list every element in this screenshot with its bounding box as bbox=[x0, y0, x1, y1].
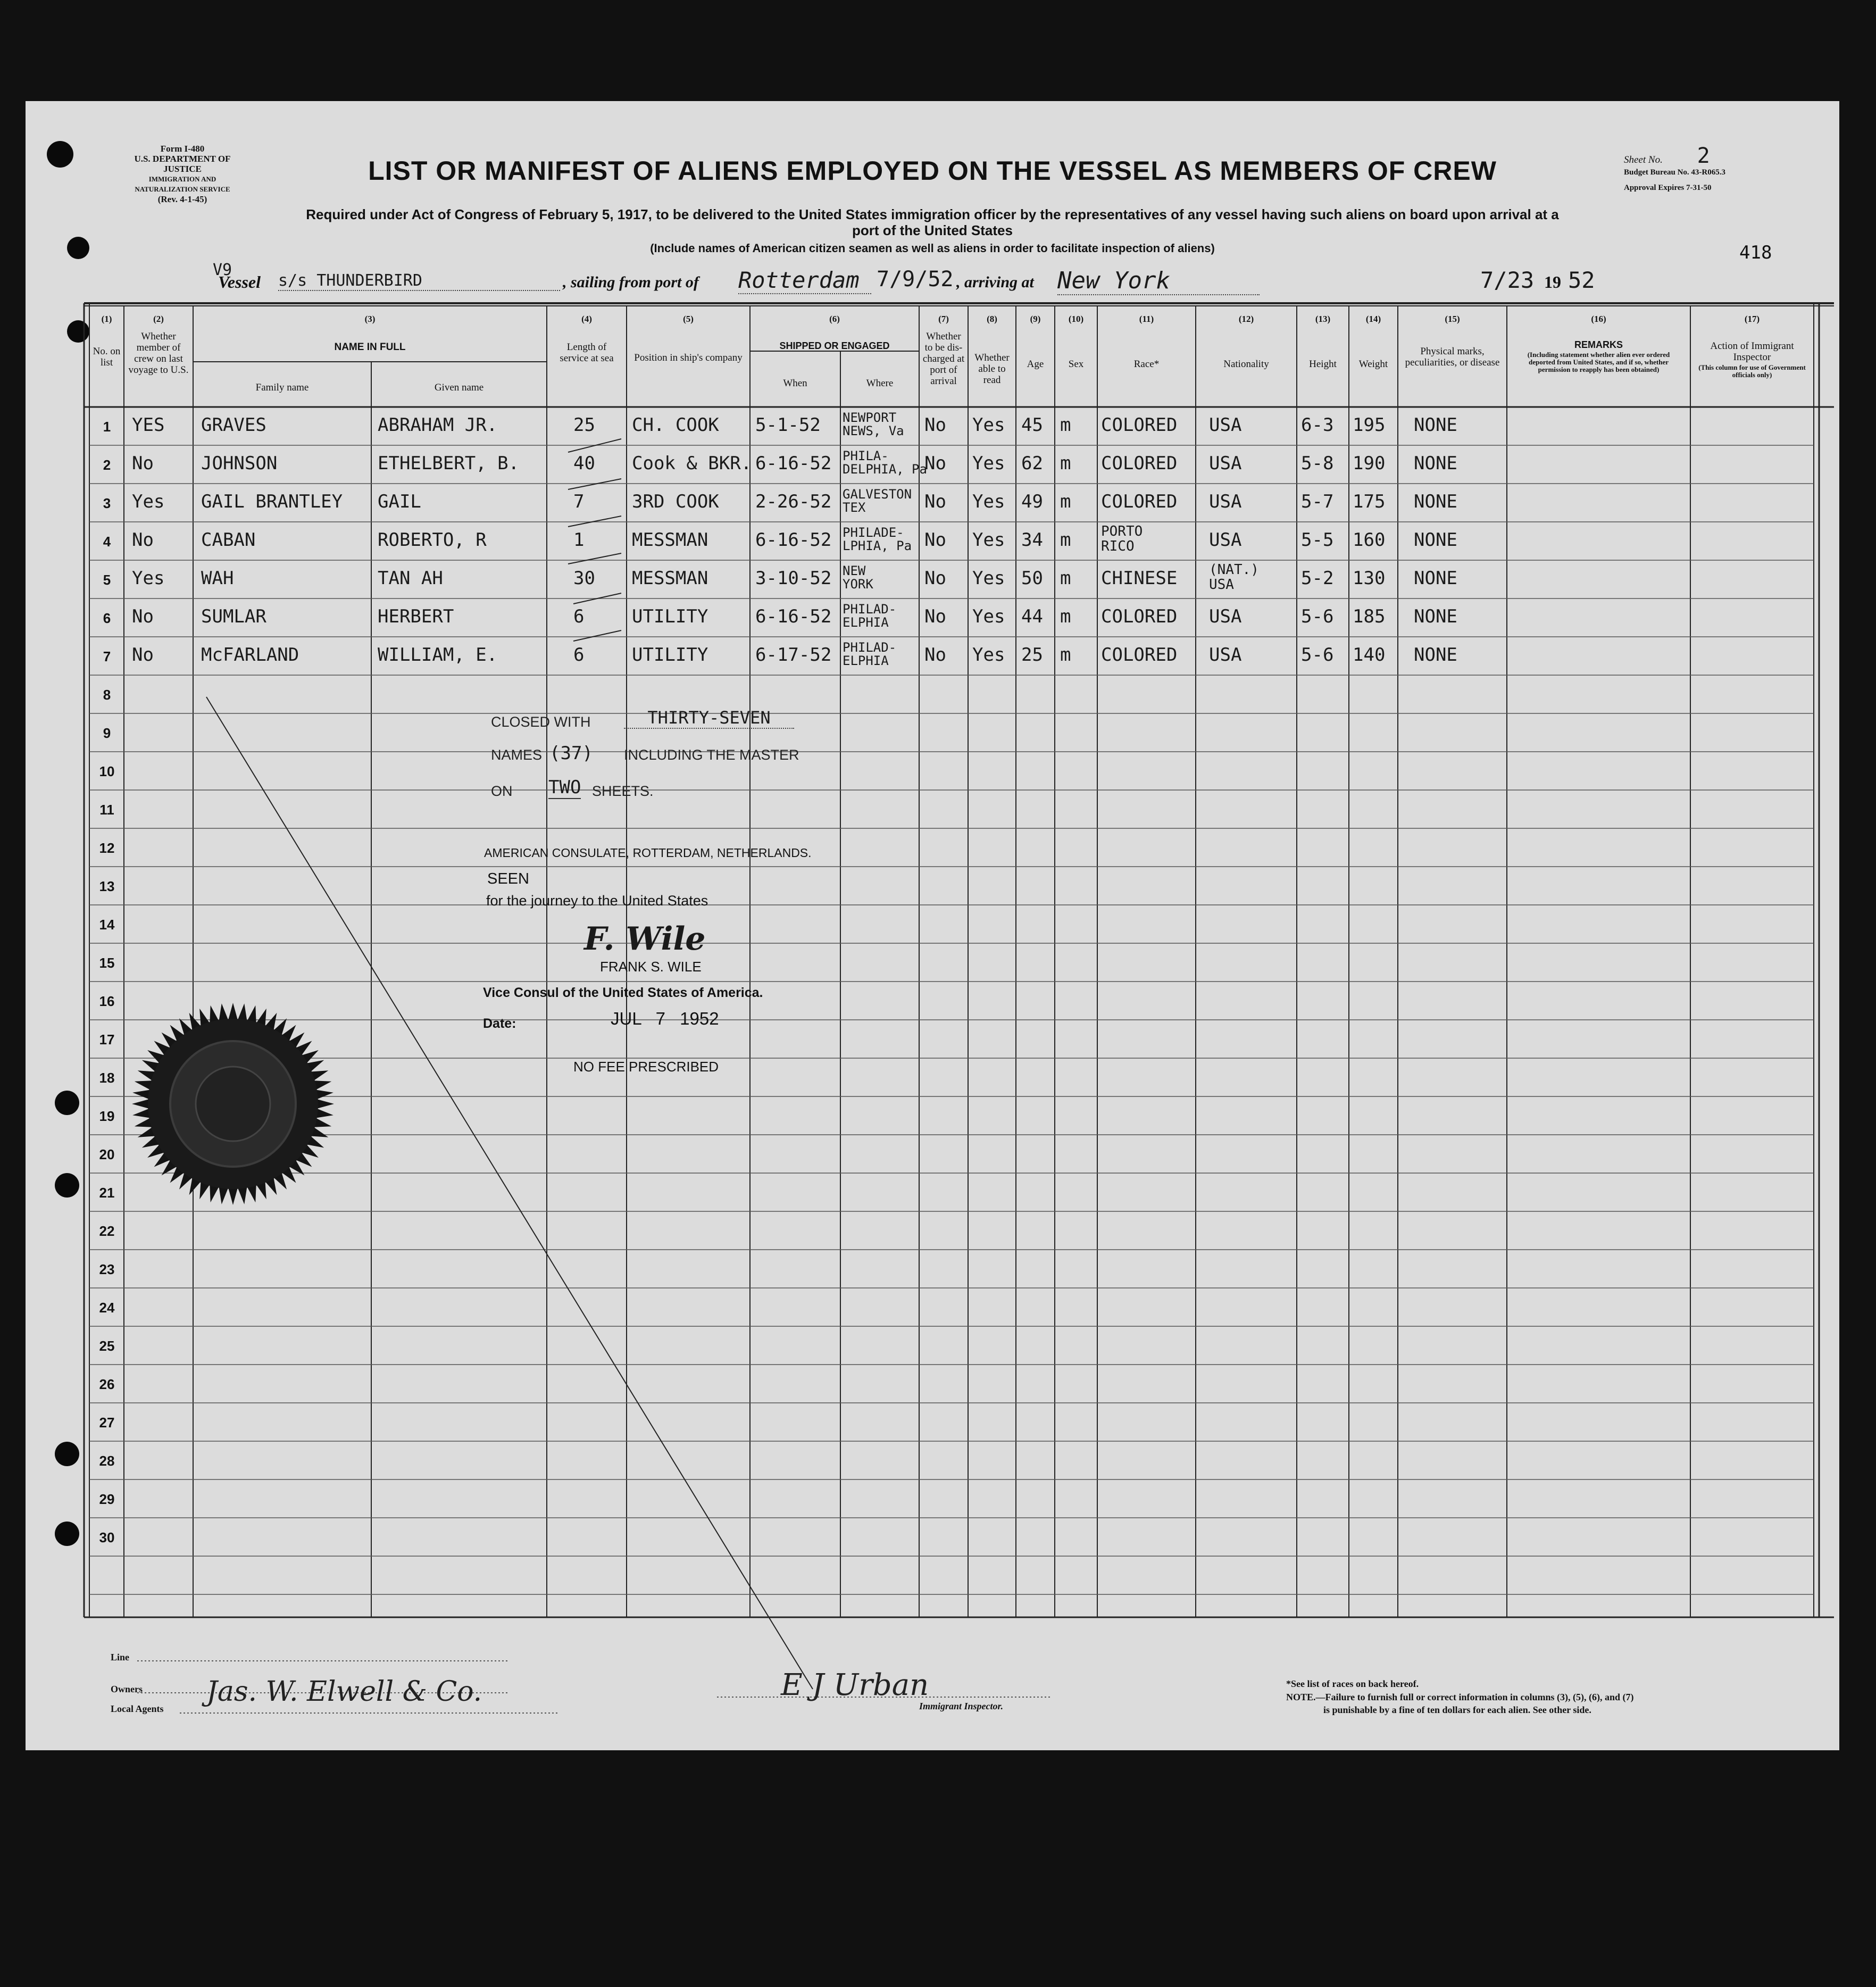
length-of-service-cell: 7 bbox=[573, 491, 585, 512]
age-cell: 44 bbox=[1021, 606, 1043, 627]
row-number: 15 bbox=[99, 955, 115, 971]
vessel-name: s/s THUNDERBIRD bbox=[278, 271, 560, 291]
family-name-cell: WAH bbox=[201, 568, 234, 589]
row-number: 24 bbox=[99, 1300, 115, 1316]
shipped-where-cell: PHILADE- LPHIA, Pa bbox=[843, 525, 912, 553]
row-number: 9 bbox=[103, 725, 111, 741]
subtitle-port: port of the United States bbox=[852, 222, 1013, 238]
nationality-cell: USA bbox=[1209, 529, 1242, 551]
race-cell: PORTO RICO bbox=[1101, 523, 1143, 554]
header-physical-marks: Physical marks, peculiarities, or disease bbox=[1405, 346, 1500, 368]
sex-cell: m bbox=[1060, 644, 1071, 666]
consulate-office: AMERICAN CONSULATE, ROTTERDAM, NETHERLANDS. bbox=[484, 846, 812, 860]
shipped-when-cell: 6-17-52 bbox=[755, 644, 832, 666]
col-number: (7) bbox=[938, 314, 949, 324]
row-number: 12 bbox=[99, 840, 115, 856]
weight-cell: 195 bbox=[1353, 414, 1386, 436]
family-name-cell: CABAN bbox=[201, 529, 256, 551]
able-to-read-cell: Yes bbox=[972, 491, 1005, 512]
race-cell: COLORED bbox=[1101, 453, 1178, 474]
footer-owners-label: Owners bbox=[111, 1684, 143, 1694]
col-number: (17) bbox=[1744, 314, 1760, 324]
weight-cell: 140 bbox=[1353, 644, 1386, 666]
given-name-cell: ABRAHAM JR. bbox=[378, 414, 498, 436]
family-name-cell: GRAVES bbox=[201, 414, 266, 436]
age-cell: 45 bbox=[1021, 414, 1043, 436]
col-number: (12) bbox=[1238, 314, 1254, 324]
form-dept: U.S. DEPARTMENT OF JUSTICE bbox=[134, 154, 231, 174]
table-row bbox=[26, 637, 1839, 675]
row-number: 22 bbox=[99, 1223, 115, 1239]
row-number: 3 bbox=[103, 495, 111, 511]
row-number: 6 bbox=[103, 610, 111, 626]
row-number: 25 bbox=[99, 1338, 115, 1354]
names-label: NAMES bbox=[491, 747, 543, 763]
nationality-cell: USA bbox=[1209, 453, 1242, 474]
row-number: 20 bbox=[99, 1146, 115, 1162]
inspector-label: Immigrant Inspector. bbox=[919, 1701, 1004, 1711]
length-of-service-cell: 1 bbox=[573, 529, 585, 551]
shipped-where-cell: NEWPORT NEWS, Va bbox=[843, 410, 904, 438]
able-to-read-cell: Yes bbox=[972, 644, 1005, 666]
header-name-in-full: NAME IN FULL bbox=[334, 342, 406, 353]
header-where: Where bbox=[866, 378, 894, 389]
row-number: 26 bbox=[99, 1376, 115, 1392]
header-action-note: (This column for use of Government officials only) bbox=[1698, 363, 1806, 379]
subtitle-requirement: Required under Act of Congress of February 5, 1917, to be delivered to the United States immigration officer by the representatives of any vessel having such aliens on board upon arrival at a bbox=[306, 206, 1559, 222]
manifest-page bbox=[26, 101, 1839, 1750]
form-number: Form I-480 bbox=[160, 144, 205, 154]
physical-marks-cell: NONE bbox=[1414, 529, 1457, 551]
last-voyage-cell: Yes bbox=[132, 491, 165, 512]
col-number: (6) bbox=[829, 314, 840, 324]
sheet-number: 2 bbox=[1697, 144, 1710, 168]
last-voyage-cell: No bbox=[132, 529, 154, 551]
row-number: 7 bbox=[103, 649, 111, 664]
length-of-service-cell: 30 bbox=[573, 568, 595, 589]
row-number: 14 bbox=[99, 917, 115, 933]
form-service: IMMIGRATION AND NATURALIZATION SERVICE bbox=[135, 175, 230, 193]
closing-line-3 bbox=[491, 772, 906, 804]
header-position: Position in ship's company bbox=[634, 352, 743, 363]
shipped-when-cell: 6-16-52 bbox=[755, 453, 832, 474]
col-number: (1) bbox=[101, 314, 112, 324]
table-row bbox=[26, 445, 1839, 484]
row-number: 4 bbox=[103, 534, 111, 550]
budget-number: Budget Bureau No. 43-R065.3 bbox=[1624, 168, 1725, 177]
age-cell: 50 bbox=[1021, 568, 1043, 589]
footer-line-label: Line bbox=[111, 1652, 130, 1662]
header-age: Age bbox=[1027, 359, 1044, 370]
row-number: 18 bbox=[99, 1070, 115, 1086]
row-number: 19 bbox=[99, 1108, 115, 1124]
col-number: (9) bbox=[1030, 314, 1041, 324]
closing-count-number: (37) bbox=[549, 743, 593, 764]
row-number: 13 bbox=[99, 878, 115, 894]
subtitle-include: (Include names of American citizen seamen as well as aliens in order to facilitate inspection of aliens) bbox=[650, 242, 1215, 255]
sex-cell: m bbox=[1060, 529, 1071, 551]
col-number: (2) bbox=[153, 314, 164, 324]
nationality-cell: USA bbox=[1209, 414, 1242, 436]
shipped-where-cell: GALVESTON TEX bbox=[843, 487, 912, 515]
header-given-name: Given name bbox=[434, 382, 484, 393]
height-cell: 5-8 bbox=[1301, 453, 1334, 474]
last-voyage-cell: No bbox=[132, 453, 154, 474]
closing-line-1 bbox=[491, 708, 906, 735]
header-height: Height bbox=[1309, 359, 1337, 370]
arrival-date: 7/23 bbox=[1480, 267, 1535, 293]
age-cell: 34 bbox=[1021, 529, 1043, 551]
including-master-label: INCLUDING THE MASTER bbox=[624, 747, 799, 763]
consular-seal bbox=[129, 1000, 337, 1208]
row-number: 2 bbox=[103, 457, 111, 473]
closing-line-2 bbox=[491, 735, 906, 772]
arriving-label: , arriving at bbox=[956, 273, 1034, 291]
header-shipped-or-engaged: SHIPPED OR ENGAGED bbox=[779, 340, 890, 351]
physical-marks-cell: NONE bbox=[1414, 568, 1457, 589]
header-family-name: Family name bbox=[255, 382, 309, 393]
header-race: Race* bbox=[1133, 359, 1160, 370]
row-number: 28 bbox=[99, 1453, 115, 1469]
col-number: (15) bbox=[1445, 314, 1460, 324]
able-to-read-cell: Yes bbox=[972, 453, 1005, 474]
nationality-cell: USA bbox=[1209, 606, 1242, 627]
consul-signature: F. Wile bbox=[584, 920, 706, 958]
header-weight: Weight bbox=[1358, 359, 1388, 370]
position-cell: UTILITY bbox=[632, 644, 708, 666]
sailing-date: 7/9/52 bbox=[877, 267, 954, 292]
col-number: (13) bbox=[1315, 314, 1331, 324]
sheets-count: TWO bbox=[548, 777, 581, 798]
stamp-number: 418 bbox=[1739, 242, 1772, 263]
nationality-cell: (NAT.) USA bbox=[1209, 562, 1259, 593]
discharged-cell: No bbox=[924, 529, 946, 551]
family-name-cell: SUMLAR bbox=[201, 606, 266, 627]
position-cell: MESSMAN bbox=[632, 568, 708, 589]
closed-with-label: CLOSED WITH bbox=[491, 714, 591, 730]
last-voyage-cell: No bbox=[132, 644, 154, 666]
sex-cell: m bbox=[1060, 491, 1071, 512]
length-of-service-cell: 6 bbox=[573, 606, 585, 627]
consul-name: FRANK S. WILE bbox=[600, 959, 702, 975]
physical-marks-cell: NONE bbox=[1414, 644, 1457, 666]
header-length-of-service: Length of service at sea bbox=[560, 342, 614, 364]
age-cell: 25 bbox=[1021, 644, 1043, 666]
sex-cell: m bbox=[1060, 606, 1071, 627]
length-of-service-cell: 40 bbox=[573, 453, 595, 474]
row-number: 29 bbox=[99, 1491, 115, 1507]
col-number: (16) bbox=[1591, 314, 1606, 324]
age-cell: 62 bbox=[1021, 453, 1043, 474]
consul-date-label: Date: bbox=[483, 1016, 516, 1031]
vessel-label: Vessel bbox=[218, 272, 261, 292]
col-number: (14) bbox=[1365, 314, 1381, 324]
header-no-on-list: No. on list bbox=[93, 346, 121, 368]
given-name-cell: HERBERT bbox=[378, 606, 454, 627]
shipped-when-cell: 6-16-52 bbox=[755, 529, 832, 551]
closing-count-words: THIRTY-SEVEN bbox=[624, 708, 794, 729]
footer-note-penalty-2: is punishable by a fine of ten dollars for each alien. See other side. bbox=[1323, 1705, 1591, 1715]
race-cell: COLORED bbox=[1101, 606, 1178, 627]
fee-note: NO FEE PRESCRIBED bbox=[573, 1059, 719, 1075]
shipped-where-cell: PHILAD- ELPHIA bbox=[843, 640, 897, 668]
position-cell: 3RD COOK bbox=[632, 491, 719, 512]
table-row bbox=[26, 522, 1839, 560]
arriving-port: New York bbox=[1057, 267, 1260, 295]
weight-cell: 190 bbox=[1353, 453, 1386, 474]
row-number: 30 bbox=[99, 1529, 115, 1545]
shipped-when-cell: 6-16-52 bbox=[755, 606, 832, 627]
shipped-when-cell: 3-10-52 bbox=[755, 568, 832, 589]
age-cell: 49 bbox=[1021, 491, 1043, 512]
header-last-voyage: Whether member of crew on last voyage to U.S. bbox=[128, 331, 189, 376]
discharged-cell: No bbox=[924, 453, 946, 474]
header-able-to-read: Whether able to read bbox=[974, 352, 1010, 386]
footer-agents-label: Local Agents bbox=[111, 1703, 164, 1714]
header-when: When bbox=[783, 378, 807, 389]
table-row bbox=[26, 407, 1839, 445]
row-number: 27 bbox=[99, 1415, 115, 1431]
family-name-cell: GAIL BRANTLEY bbox=[201, 491, 343, 512]
col-number: (8) bbox=[987, 314, 997, 324]
col-number: (11) bbox=[1139, 314, 1154, 324]
able-to-read-cell: Yes bbox=[972, 414, 1005, 436]
sheet-label: Sheet No. bbox=[1624, 154, 1663, 165]
last-voyage-cell: No bbox=[132, 606, 154, 627]
given-name-cell: GAIL bbox=[378, 491, 421, 512]
shipped-when-cell: 5-1-52 bbox=[755, 414, 821, 436]
position-cell: Cook & BKR. bbox=[632, 453, 752, 474]
table-row bbox=[26, 484, 1839, 522]
year-suffix: 52 bbox=[1568, 267, 1595, 293]
year-prefix: 19 bbox=[1544, 272, 1561, 292]
row-number: 21 bbox=[99, 1185, 115, 1201]
height-cell: 6-3 bbox=[1301, 414, 1334, 436]
approval-expires: Approval Expires 7-31-50 bbox=[1624, 184, 1712, 192]
given-name-cell: ETHELBERT, B. bbox=[378, 453, 520, 474]
footer-note-penalty-1: NOTE.—Failure to furnish full or correct information in columns (3), (5), (6), and (7) bbox=[1286, 1692, 1634, 1702]
on-label: ON bbox=[491, 783, 513, 799]
able-to-read-cell: Yes bbox=[972, 529, 1005, 551]
agents-signature: Jas. W. Elwell & Co. bbox=[206, 1676, 482, 1708]
form-revision: (Rev. 4-1-45) bbox=[157, 194, 207, 204]
table-row bbox=[26, 598, 1839, 637]
length-of-service-cell: 6 bbox=[573, 644, 585, 666]
shipped-where-cell: PHILA- DELPHIA, Pa bbox=[843, 448, 927, 477]
col-number: (3) bbox=[364, 314, 376, 324]
col-number: (4) bbox=[581, 314, 592, 324]
col-number: (10) bbox=[1068, 314, 1084, 324]
given-name-cell: ROBERTO, R bbox=[378, 529, 487, 551]
vessel-mark: V9 bbox=[213, 261, 232, 279]
discharged-cell: No bbox=[924, 606, 946, 627]
row-number: 10 bbox=[99, 763, 115, 779]
header-nationality: Nationality bbox=[1223, 359, 1269, 370]
row-number: 11 bbox=[99, 802, 114, 818]
race-cell: COLORED bbox=[1101, 644, 1178, 666]
consul-title: Vice Consul of the United States of America. bbox=[483, 985, 763, 1000]
discharged-cell: No bbox=[924, 568, 946, 589]
physical-marks-cell: NONE bbox=[1414, 453, 1457, 474]
manifest-title: LIST OR MANIFEST OF ALIENS EMPLOYED ON THE VESSEL AS MEMBERS OF CREW bbox=[368, 156, 1497, 186]
row-number: 1 bbox=[103, 419, 111, 435]
sheets-label: SHEETS. bbox=[592, 783, 654, 799]
last-voyage-cell: YES bbox=[132, 414, 165, 436]
height-cell: 5-6 bbox=[1301, 606, 1334, 627]
sex-cell: m bbox=[1060, 453, 1071, 474]
given-name-cell: TAN AH bbox=[378, 568, 443, 589]
position-cell: CH. COOK bbox=[632, 414, 719, 436]
last-voyage-cell: Yes bbox=[132, 568, 165, 589]
row-number: 5 bbox=[103, 572, 111, 588]
race-cell: CHINESE bbox=[1101, 568, 1178, 589]
closing-block bbox=[491, 708, 906, 804]
height-cell: 5-2 bbox=[1301, 568, 1334, 589]
length-of-service-cell: 25 bbox=[573, 414, 595, 436]
family-name-cell: JOHNSON bbox=[201, 453, 278, 474]
height-cell: 5-5 bbox=[1301, 529, 1334, 551]
race-cell: COLORED bbox=[1101, 491, 1178, 512]
weight-cell: 185 bbox=[1353, 606, 1386, 627]
header-remarks: REMARKS bbox=[1574, 339, 1623, 350]
sailing-label: , sailing from port of bbox=[563, 273, 699, 291]
physical-marks-cell: NONE bbox=[1414, 414, 1457, 436]
header-discharged: Whether to be dis-charged at port of arrival bbox=[922, 331, 965, 387]
family-name-cell: McFARLAND bbox=[201, 644, 299, 666]
nationality-cell: USA bbox=[1209, 491, 1242, 512]
discharged-cell: No bbox=[924, 491, 946, 512]
able-to-read-cell: Yes bbox=[972, 568, 1005, 589]
weight-cell: 160 bbox=[1353, 529, 1386, 551]
row-number: 8 bbox=[103, 687, 111, 703]
given-name-cell: WILLIAM, E. bbox=[378, 644, 498, 666]
consulate-journey: for the journey to the United States bbox=[486, 893, 708, 909]
header-sex: Sex bbox=[1068, 359, 1084, 370]
physical-marks-cell: NONE bbox=[1414, 491, 1457, 512]
footer-note-races: *See list of races on back hereof. bbox=[1286, 1678, 1419, 1689]
table-row bbox=[26, 560, 1839, 598]
position-cell: MESSMAN bbox=[632, 529, 708, 551]
able-to-read-cell: Yes bbox=[972, 606, 1005, 627]
port-of-sailing: Rotterdam bbox=[738, 267, 871, 294]
height-cell: 5-6 bbox=[1301, 644, 1334, 666]
weight-cell: 130 bbox=[1353, 568, 1386, 589]
sex-cell: m bbox=[1060, 568, 1071, 589]
shipped-where-cell: PHILAD- ELPHIA bbox=[843, 602, 897, 630]
weight-cell: 175 bbox=[1353, 491, 1386, 512]
row-number: 17 bbox=[99, 1032, 115, 1047]
discharged-cell: No bbox=[924, 414, 946, 436]
nationality-cell: USA bbox=[1209, 644, 1242, 666]
sex-cell: m bbox=[1060, 414, 1071, 436]
height-cell: 5-7 bbox=[1301, 491, 1334, 512]
discharged-cell: No bbox=[924, 644, 946, 666]
shipped-where-cell: NEW YORK bbox=[843, 563, 873, 592]
header-action: Action of Immigrant Inspector bbox=[1710, 340, 1794, 363]
position-cell: UTILITY bbox=[632, 606, 708, 627]
consul-date: JUL 7 1952 bbox=[611, 1009, 719, 1028]
physical-marks-cell: NONE bbox=[1414, 606, 1457, 627]
shipped-when-cell: 2-26-52 bbox=[755, 491, 832, 512]
inspector-signature: E J Urban bbox=[781, 1668, 929, 1702]
consulate-seen: SEEN bbox=[487, 870, 529, 887]
row-number: 23 bbox=[99, 1261, 115, 1277]
col-number: (5) bbox=[683, 314, 694, 324]
row-number: 16 bbox=[99, 993, 115, 1009]
race-cell: COLORED bbox=[1101, 414, 1178, 436]
header-remarks-note: (Including statement whether alien ever ordered deported from United States, and if so, whether permission to reapply has been obtained) bbox=[1527, 351, 1670, 373]
